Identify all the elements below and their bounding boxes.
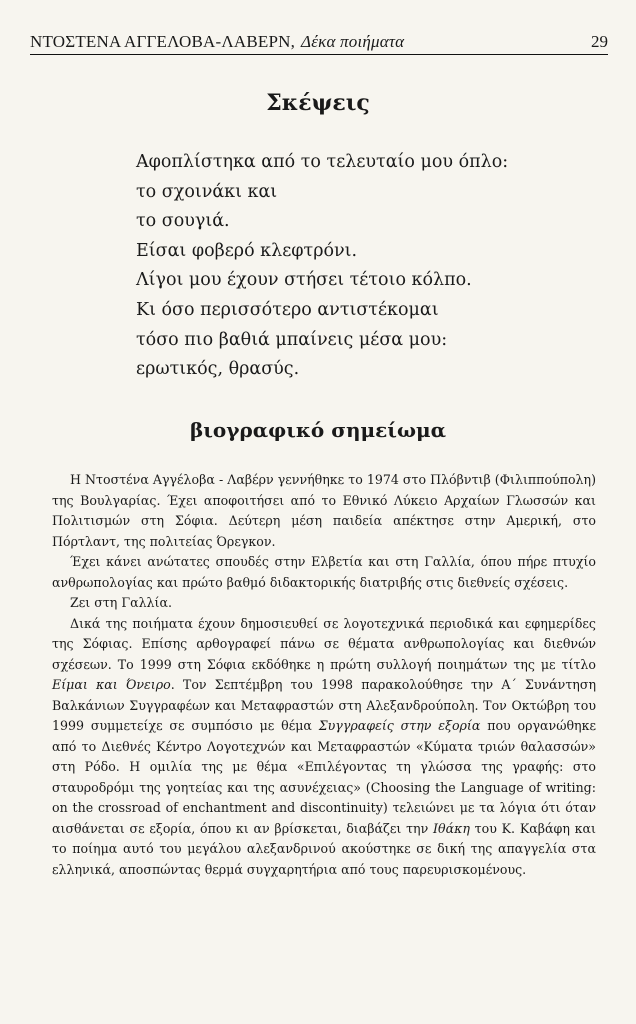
poem-line: το σουγιά. (136, 211, 230, 232)
bio-heading: βιογραφικό σημείωμα (189, 418, 447, 442)
poem-line: το σχοινάκι και (136, 181, 278, 202)
bio-text: του Κ. Καβάφη και το ποίημα αυτό του μεγάλου αλεξανδρινού ακούστηκε σε δική της απαγγελία στα ελληνικά, αποσπώντας θερμά συγχαρητήρια από τους παρευρισκομένους. (52, 820, 596, 877)
poem-line: Κι όσο περισσότερο αντιστέκομαι (136, 299, 439, 320)
poem-title: Σκέψεις (266, 90, 370, 116)
poem-line: Είσαι φοβερό κλεφτρόνι. (136, 240, 358, 261)
running-header (30, 30, 608, 55)
poem-line: ερωτικός, θρασύς. (136, 359, 300, 380)
poem-line: τόσο πιο βαθιά μπαίνεις μέσα μου: (136, 329, 448, 350)
poem-reference: Ιθάκη (433, 820, 470, 836)
bio-paragraph (52, 614, 596, 881)
header-author: ΝΤΟΣΤΕΝΑ ΑΓΓΕΛΟΒΑ-ΛΑΒΕΡΝ, (30, 32, 296, 51)
page-number: 29 (591, 32, 608, 51)
bio-paragraph: Η Ντοστένα Αγγέλοβα - Λαβέρν γεννήθηκε το 1974 στο Πλόβντιβ (Φιλιππούπολη) της Βουλγαρίας. Έχει αποφοιτήσει από το Εθνικό Λύκειο Αρχαίων Γλωσσών και Πολιτισμών στη Σόφια. Δεύτερη μέση παιδεία απέκτησε στην Αμερική, στο Πόρτλαντ, της πολιτείας Όρεγκον. (52, 472, 596, 549)
bio-text: Δικά της ποιήματα έχουν δημοσιευθεί σε λογοτεχνικά περιοδικά και εφημερίδες της Σόφιας. Επίσης αρθογραφεί πάνω σε θέματα ανθρωπολογίας και διεθνών σχέσεων. Το 1999 στη Σόφια εκδόθηκε η πρώτη συλλογή ποιημάτων της με τίτλο (52, 615, 596, 672)
header-title (30, 32, 404, 52)
poem-line: Αφοπλίστηκα από το τελευταίο μου όπλο: (136, 152, 509, 172)
header-work-title: Δέκα ποιήματα (301, 32, 405, 51)
poem-line: Λίγοι μου έχουν στήσει τέτοιο κόλπο. (136, 270, 472, 291)
poem-body (136, 148, 576, 385)
bio-text: που οργανώθηκε από το Διεθνές Κέντρο Λογοτεχνών και Μεταφραστών «Κύματα τριών θαλασσών» στη Ρόδο. Η ομιλία της με θέμα «Επιλέγοντας τη γλώσσα της γραφής: στο σταυροδρόμι της γοητείας και της ασυνέχειας» (Choosing the Language of writing: on the crossroad of enchantment and discontinuity) τελειώνει με τα λόγια ότι όταν αισθάνεται σε εξορία, όπου κι αν βρίσκεται, διαβάζει την (52, 718, 596, 836)
bio-paragraph: Ζει στη Γαλλία. (70, 595, 172, 610)
symposium-title: Συγγραφείς στην εξορία (318, 718, 481, 733)
bio-body (52, 470, 596, 880)
book-title: Είμαι και Όνειρο (52, 677, 171, 692)
bio-paragraph: Έχει κάνει ανώτατες σπουδές στην Ελβετία και στη Γαλλία, όπου πήρε πτυχίο ανθρωπολογίας και πρώτο βαθμό διδακτορικής διατριβής στις διεθνείς σχέσεις. (52, 554, 596, 590)
bio-text: . Τον Σεπτέμβρη του 1998 παρακολούθησε την Α΄ Συνάντηση Βαλκάνιων Συγγραφέων και Μεταφραστών στη Αλεξανδρούπολη. Τον Οκτώβρη του 1999 συμμετείχε σε συμπόσιο με θέμα (52, 677, 596, 733)
